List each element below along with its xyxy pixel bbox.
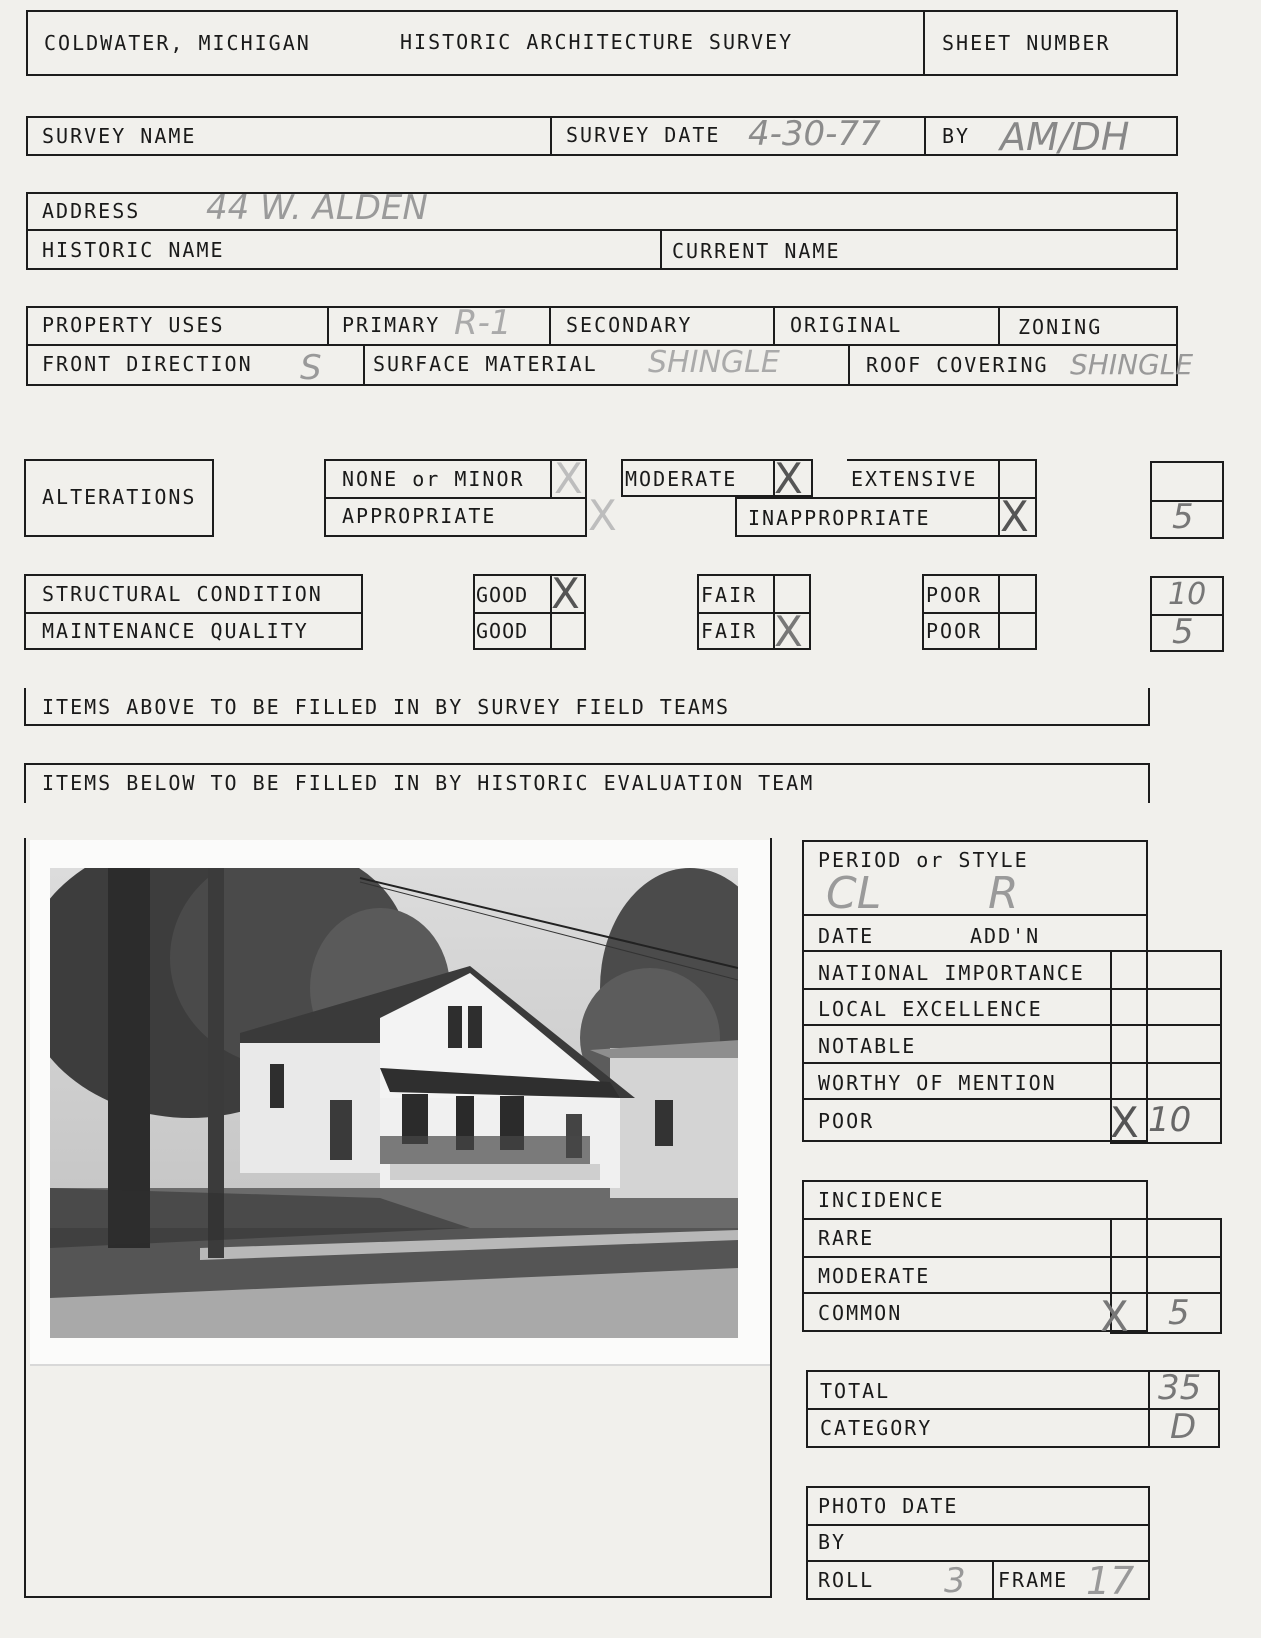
sheet-number-label: SHEET NUMBER: [942, 31, 1111, 55]
roll-value: 3: [944, 1561, 966, 1601]
worthy-of-mention-label: WORTHY OF MENTION: [818, 1071, 1057, 1095]
none-minor-check: X: [554, 454, 583, 503]
alterations-label: ALTERATIONS: [42, 485, 197, 509]
inappropriate-label: INAPPROPRIATE: [748, 506, 931, 530]
surface-material-value: SHINGLE: [648, 345, 780, 380]
alterations-score: 5: [1172, 497, 1194, 537]
survey-date-value: 4-30-77: [748, 114, 881, 154]
inappropriate-check: X: [1000, 492, 1029, 541]
current-name-label: CURRENT NAME: [672, 239, 841, 263]
property-uses-label: PROPERTY USES: [42, 313, 225, 337]
survey-by-value: AM/DH: [1000, 115, 1130, 159]
primary-value: R-1: [454, 303, 512, 343]
moderate-incidence-label: MODERATE: [818, 1264, 931, 1288]
local-excellence-label: LOCAL EXCELLENCE: [818, 997, 1043, 1021]
zoning-label: ZONING: [1018, 315, 1103, 339]
incidence-label: INCIDENCE: [818, 1188, 945, 1212]
roof-covering-label: ROOF COVERING: [866, 353, 1049, 377]
photo-date-label: PHOTO DATE: [818, 1494, 959, 1518]
frame-label: FRAME: [998, 1568, 1069, 1592]
maintenance-score: 5: [1172, 612, 1194, 652]
addn-label: ADD'N: [970, 924, 1041, 948]
survey-by-label: BY: [942, 124, 971, 148]
primary-label: PRIMARY: [342, 313, 441, 337]
appropriate-check: X: [588, 491, 617, 540]
porch-railing: [380, 1136, 590, 1164]
notable-label: NOTABLE: [818, 1034, 917, 1058]
maintenance-fair-check: X: [774, 607, 803, 656]
poor-score: 10: [1148, 1100, 1192, 1140]
date-label: DATE: [818, 924, 875, 948]
city-label: COLDWATER, MICHIGAN: [44, 31, 311, 55]
neighbor-house: [610, 1048, 738, 1198]
survey-name-label: SURVEY NAME: [42, 124, 197, 148]
maintenance-quality-label: MAINTENANCE QUALITY: [42, 619, 309, 643]
maintenance-poor-label: POOR: [926, 619, 983, 643]
extensive-label: EXTENSIVE: [851, 467, 978, 491]
roll-label: ROLL: [818, 1568, 875, 1592]
period-label: PERIOD or STYLE: [818, 848, 1029, 872]
structural-fair-label: FAIR: [701, 583, 758, 607]
address-value: 44 W. ALDEN: [206, 188, 428, 228]
original-label: ORIGINAL: [790, 313, 903, 337]
structural-good-label: GOOD: [476, 583, 529, 607]
poor-check: X: [1110, 1098, 1139, 1147]
survey-date-label: SURVEY DATE: [566, 123, 721, 147]
moderate-label: MODERATE: [625, 467, 738, 491]
period-value-2: R: [988, 868, 1019, 919]
address-label: ADDRESS: [42, 199, 141, 223]
frame-value: 17: [1086, 1559, 1135, 1603]
photo-by-label: BY: [818, 1530, 847, 1554]
poor-label: POOR: [818, 1109, 875, 1133]
common-check: X: [1100, 1292, 1129, 1341]
house-wall-left: [240, 1043, 390, 1173]
common-score: 5: [1168, 1293, 1190, 1333]
historic-name-label: HISTORIC NAME: [42, 238, 225, 262]
surface-material-label: SURFACE MATERIAL: [373, 352, 598, 376]
category-label: CATEGORY: [820, 1416, 933, 1440]
none-minor-label: NONE or MINOR: [342, 467, 525, 491]
structural-good-check: X: [551, 569, 580, 618]
note-below: ITEMS BELOW TO BE FILLED IN BY HISTORIC EVALUATION TEAM: [42, 771, 815, 795]
total-label: TOTAL: [820, 1379, 891, 1403]
note-above: ITEMS ABOVE TO BE FILLED IN BY SURVEY FIELD TEAMS: [42, 695, 731, 719]
common-label: COMMON: [818, 1301, 903, 1325]
survey-title: HISTORIC ARCHITECTURE SURVEY: [400, 30, 794, 54]
rare-label: RARE: [818, 1226, 875, 1250]
national-importance-label: NATIONAL IMPORTANCE: [818, 961, 1085, 985]
maintenance-good-label: GOOD: [476, 619, 529, 643]
appropriate-label: APPROPRIATE: [342, 504, 497, 528]
front-direction-label: FRONT DIRECTION: [42, 352, 253, 376]
total-value: 35: [1158, 1368, 1202, 1408]
structural-condition-label: STRUCTURAL CONDITION: [42, 582, 323, 606]
front-direction-value: S: [300, 348, 322, 388]
secondary-label: SECONDARY: [566, 313, 693, 337]
period-value-1: CL: [826, 868, 882, 919]
moderate-check: X: [774, 454, 803, 503]
category-value: D: [1170, 1407, 1197, 1447]
house-photograph: [50, 868, 738, 1338]
maintenance-fair-label: FAIR: [701, 619, 758, 643]
structural-poor-label: POOR: [926, 583, 983, 607]
structural-score: 10: [1168, 577, 1207, 612]
roof-covering-value: SHINGLE: [1070, 348, 1194, 381]
